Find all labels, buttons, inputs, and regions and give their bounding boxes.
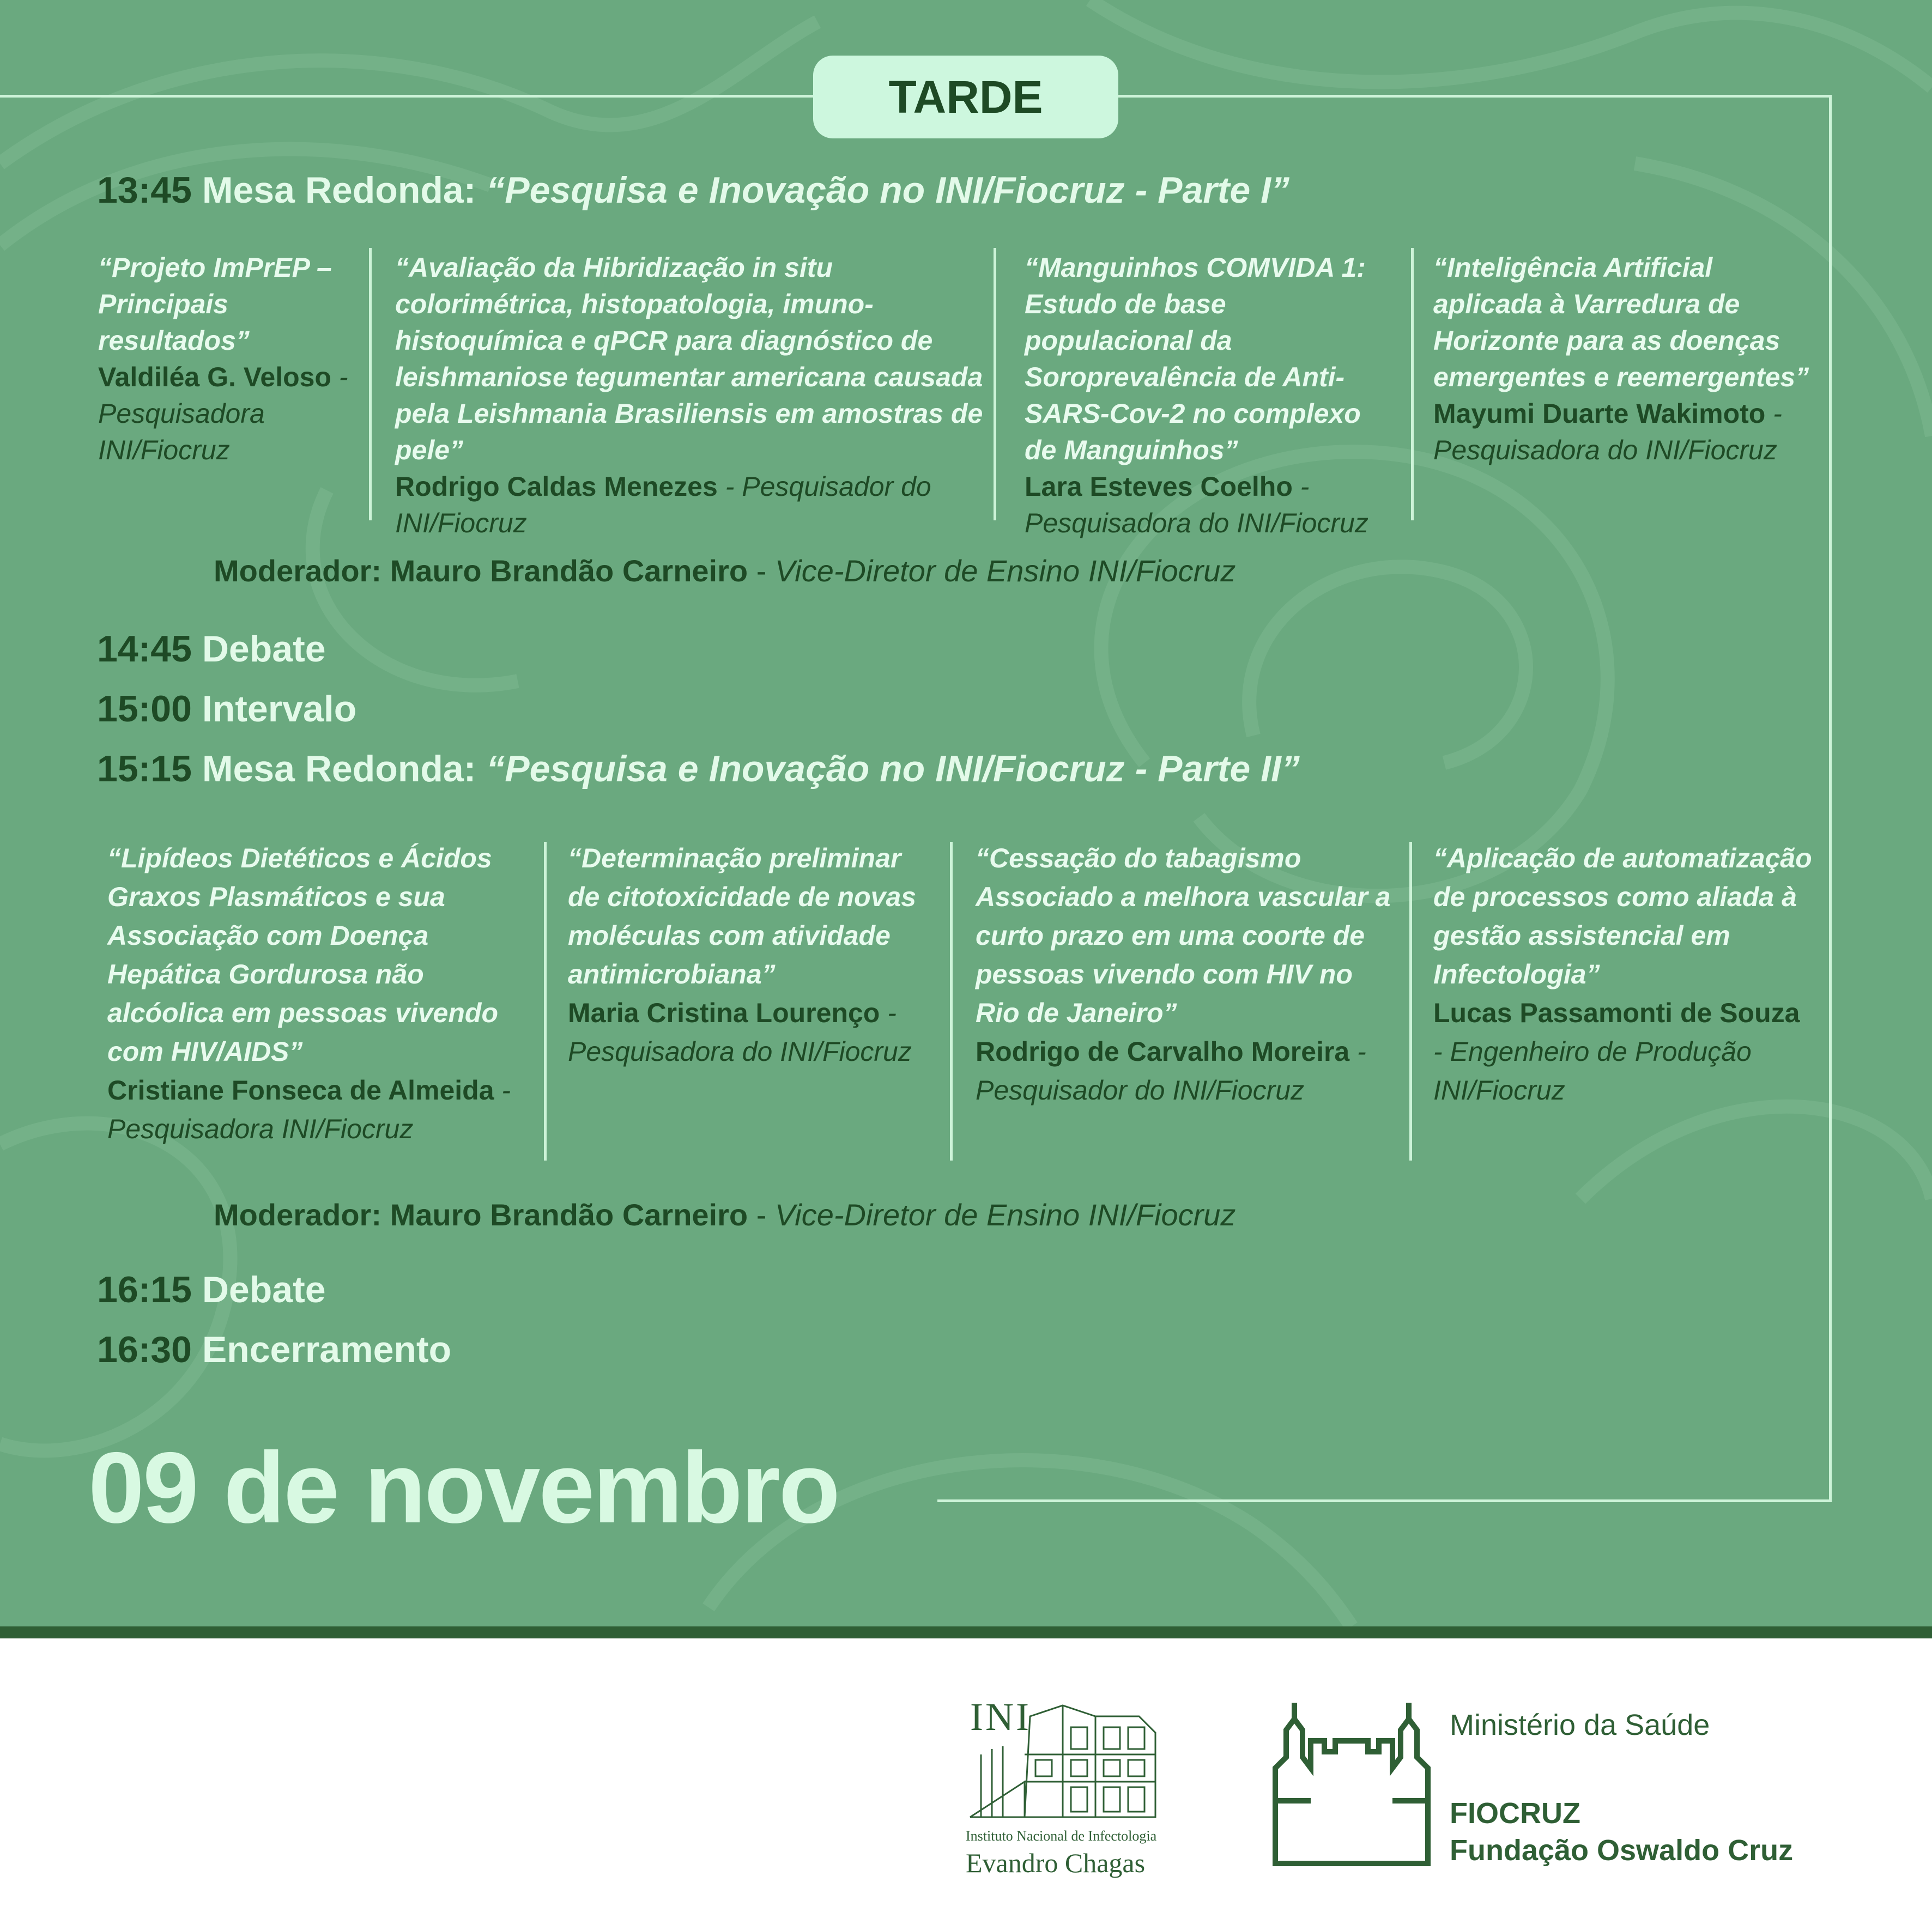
talk-card: “Avaliação da Hibridização in situ colorimétrica, histopatologia, imuno-histoquímica e qPCR para diagnóstico de leishmaniose tegumentar americana causada pela Leishmania Brasiliensis em amostras de pele” Rodrigo Caldas Menezes - Pesquisador do INI/Fiocruz [395,250,989,542]
time-label: 14:45 [97,628,192,670]
ini-logo [959,1695,1166,1878]
time-label: 16:30 [97,1329,192,1370]
session-label: Encerramento [202,1329,452,1370]
frame-top-left [0,95,817,98]
column-divider [544,842,547,1161]
moderator-line: Moderador: Mauro Brandão Carneiro - Vice-Diretor de Ensino INI/Fiocruz [214,554,1236,588]
talk-card: “Inteligência Artificial aplicada à Varredura de Horizonte para as doenças emergentes e reemergentes” Mayumi Duarte Wakimoto - Pesquisadora do INI/Fiocruz [1433,250,1815,469]
event-date: 09 de novembro [88,1432,839,1544]
schedule-row-1515 [97,748,1300,790]
talk-title: “Manguinhos COMVIDA 1: Estudo de base populacional da Soroprevalência de Anti-SARS-Cov-2 no complexo de Manguinhos” [1025,252,1366,465]
moderator-line: Moderador: Mauro Brandão Carneiro - Vice-Diretor de Ensino INI/Fiocruz [214,1198,1236,1232]
fiocruz-full-name: Fundação Oswaldo Cruz [1450,1834,1794,1867]
column-divider [1411,248,1414,520]
talk-card: “Cessação do tabagismo Associado a melhora vascular a curto prazo em uma coorte de pessoas vivendo com HIV no Rio de Janeiro” Rodrigo de Carvalho Moreira - Pesquisador do INI/Fiocruz [976,839,1401,1110]
frame-right [1829,95,1832,1502]
ini-name-line2: Evandro Chagas [966,1848,1146,1878]
talk-title: “Aplicação de automatização de processos como aliada à gestão assistencial em Infectologia” [1433,843,1812,989]
speaker-name: Rodrigo Caldas Menezes [395,471,718,502]
time-label: 13:45 [97,169,192,211]
column-divider [994,248,996,520]
moderator-name: Mauro Brandão Carneiro [390,554,748,588]
time-label: 15:00 [97,688,192,730]
schedule-row-1630 [97,1328,451,1371]
talk-card: “Manguinhos COMVIDA 1: Estudo de base populacional da Soroprevalência de Anti-SARS-Cov-2 no complexo de Manguinhos” Lara Esteves Coelho - Pesquisadora do INI/Fiocruz [1025,250,1395,542]
session-title: “Pesquisa e Inovação no INI/Fiocruz - Parte I” [486,169,1289,211]
fiocruz-label: FIOCRUZ [1450,1797,1580,1830]
speaker-role: Pesquisadora INI/Fiocruz [98,398,265,465]
talk-card: “Determinação preliminar de citotoxicidade de novas moléculas com atividade antimicrobiana” Maria Cristina Lourenço - Pesquisadora do INI/Fiocruz [568,839,938,1071]
session-label: Debate [202,628,326,670]
schedule-row-1445 [97,628,326,670]
schedule-row-1500 [97,688,356,730]
speaker-role: Pesquisador do INI/Fiocruz [976,1075,1305,1106]
session-label: Intervalo [202,688,357,730]
session-label: Mesa Redonda: [202,748,476,790]
speaker-name: Valdiléa G. Veloso [98,362,331,392]
talk-title: “Inteligência Artificial aplicada à Varredura de Horizonte para as doenças emergentes e reemergentes” [1433,252,1809,392]
footer-divider [0,1626,1932,1638]
session-label: Mesa Redonda: [202,169,476,211]
speaker-name: Mayumi Duarte Wakimoto [1433,398,1766,429]
talk-card: “Aplicação de automatização de processos como aliada à gestão assistencial em Infectologia” Lucas Passamonti de Souza - Engenheiro de Produção INI/Fiocruz [1433,839,1815,1110]
speaker-name: Maria Cristina Lourenço [568,998,880,1028]
speaker-name: Lucas Passamonti de Souza [1433,998,1800,1028]
fiocruz-castle-icon [1270,1697,1433,1866]
talk-title: “Cessação do tabagismo Associado a melhora vascular a curto prazo em uma coorte de pessoas vivendo com HIV no Rio de Janeiro” [976,843,1391,1028]
frame-top-right [1115,95,1832,98]
speaker-role: Pesquisadora INI/Fiocruz [107,1114,414,1144]
column-divider [950,842,953,1161]
speaker-name: Cristiane Fonseca de Almeida [107,1075,494,1106]
moderator-label: Moderador: [214,554,381,588]
speaker-role: Pesquisadora do INI/Fiocruz [1025,508,1368,538]
schedule-row-1615 [97,1268,326,1311]
session-title: “Pesquisa e Inovação no INI/Fiocruz - Parte II” [486,748,1300,790]
talk-title: “Lipídeos Dietéticos e Ácidos Graxos Plasmáticos e sua Associação com Doença Hepática Gordurosa não alcóolica em pessoas vivendo com HIV/AIDS” [107,843,498,1067]
speaker-role: Pesquisador do INI/Fiocruz [395,471,931,538]
speaker-name: Rodrigo de Carvalho Moreira [976,1036,1350,1067]
frame-bottom [937,1499,1832,1502]
talk-card: “Lipídeos Dietéticos e Ácidos Graxos Plasmáticos e sua Associação com Doença Hepática Gordurosa não alcóolica em pessoas vivendo com HIV/AIDS” Cristiane Fonseca de Almeida - Pesquisadora INI/Fiocruz [107,839,543,1149]
moderator-name: Mauro Brandão Carneiro [390,1198,748,1232]
period-badge: TARDE [813,56,1118,138]
speaker-role: Engenheiro de Produção INI/Fiocruz [1433,1036,1752,1106]
talk-title: “Determinação preliminar de citotoxicidade de novas moléculas com atividade antimicrobiana” [568,843,917,989]
ini-acronym: INI [970,1695,1031,1739]
moderator-role: Vice-Diretor de Ensino INI/Fiocruz [774,554,1236,588]
column-divider [1409,842,1412,1161]
schedule-row-1345 [97,169,1289,211]
talk-title: “Projeto ImPrEP – Principais resultados” [98,252,332,356]
talk-card: “Projeto ImPrEP – Principais resultados” Valdiléa G. Veloso - Pesquisadora INI/Fiocruz [98,250,360,469]
session-label: Debate [202,1269,326,1310]
moderator-role: Vice-Diretor de Ensino INI/Fiocruz [774,1198,1236,1232]
speaker-role: Pesquisadora do INI/Fiocruz [1433,435,1777,465]
moderator-label: Moderador: [214,1198,381,1232]
speaker-name: Lara Esteves Coelho [1025,471,1293,502]
column-divider [369,248,372,520]
talk-title: “Avaliação da Hibridização in situ colorimétrica, histopatologia, imuno-histoquímica e qPCR para diagnóstico de leishmaniose tegumentar americana causada pela Leishmania Brasiliensis em amostras de pele” [395,252,983,465]
ini-name-line1: Instituto Nacional de Infectologia [966,1828,1157,1844]
time-label: 16:15 [97,1269,192,1310]
time-label: 15:15 [97,748,192,790]
ministry-label: Ministério da Saúde [1450,1709,1710,1741]
speaker-role: Pesquisadora do INI/Fiocruz [568,1036,912,1067]
ini-building-icon [959,1695,1166,1825]
